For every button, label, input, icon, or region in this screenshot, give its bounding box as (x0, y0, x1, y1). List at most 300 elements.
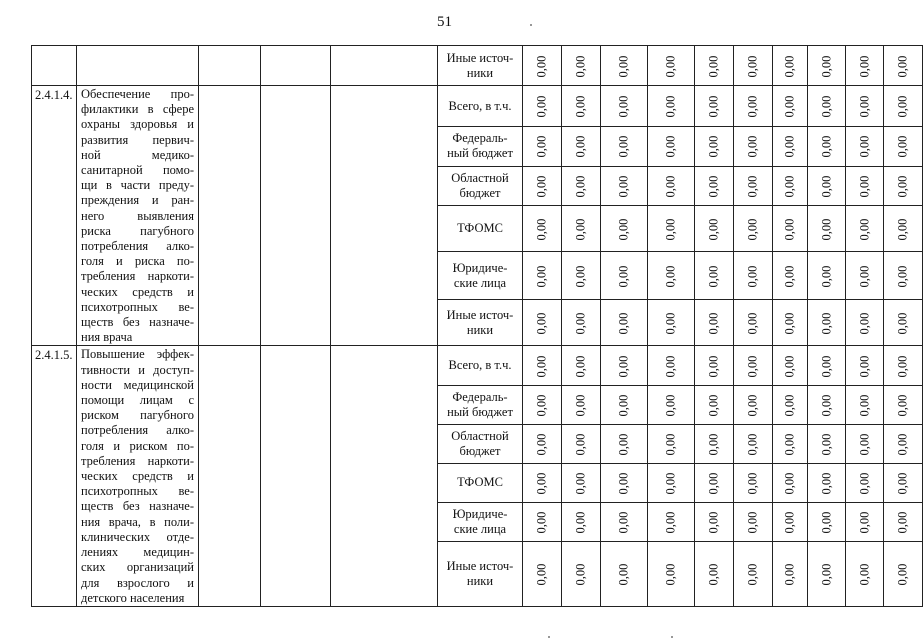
value-text: 0,00 (706, 265, 721, 288)
value-text: 0,00 (782, 355, 797, 377)
value-text: 0,00 (706, 312, 721, 335)
description-line: ских организаций (81, 560, 194, 575)
value-cell (562, 86, 601, 127)
value-text: 0,00 (895, 175, 910, 198)
value-text: 0,00 (857, 312, 871, 335)
value-text: 0,00 (616, 95, 631, 118)
value-cell (695, 424, 734, 463)
value-cell (773, 385, 808, 424)
value-text: 0,00 (819, 394, 833, 417)
value-text: 0,00 (745, 563, 760, 586)
value-cell (846, 463, 884, 502)
value-cell (884, 542, 923, 607)
value-text: 0,00 (534, 175, 549, 198)
value-text: 0,00 (819, 563, 833, 586)
value-text: 0,00 (534, 136, 549, 158)
value-text: 0,00 (534, 433, 549, 456)
funding-source (438, 424, 523, 463)
funding-source-label: Областной бюджет (451, 170, 509, 200)
value-cell (601, 463, 648, 502)
table-row (32, 46, 923, 86)
value-cell (884, 86, 923, 127)
value-text: 0,00 (857, 511, 871, 534)
empty-cell (331, 86, 438, 346)
value-cell (523, 299, 562, 346)
value-cell (695, 127, 734, 166)
funding-source (438, 385, 523, 424)
value-cell (523, 252, 562, 300)
value-cell (884, 166, 923, 205)
description-line: охраны здоровья и (81, 117, 194, 132)
value-cell (562, 127, 601, 166)
value-text: 0,00 (745, 95, 760, 118)
value-cell (846, 299, 884, 346)
value-text: 0,00 (663, 563, 678, 586)
value-text: 0,00 (534, 265, 549, 288)
value-text: 0,00 (616, 312, 631, 335)
value-cell (734, 252, 773, 300)
description-line: детского населения (81, 590, 185, 605)
value-text: 0,00 (663, 355, 678, 377)
value-text: 0,00 (573, 472, 588, 495)
description-line: санитарной помо- (81, 163, 194, 178)
value-text: 0,00 (663, 265, 678, 288)
value-cell (846, 86, 884, 127)
value-text: 0,00 (706, 394, 721, 417)
empty-cell (261, 46, 331, 86)
value-text: 0,00 (706, 55, 721, 77)
value-text: 0,00 (616, 511, 631, 534)
value-cell (846, 205, 884, 252)
value-cell (734, 542, 773, 607)
funding-source (438, 252, 523, 300)
value-text: 0,00 (857, 95, 871, 118)
value-cell (648, 252, 695, 300)
value-text: 0,00 (782, 218, 797, 241)
value-cell (523, 542, 562, 607)
value-text: 0,00 (573, 312, 588, 335)
value-cell (523, 46, 562, 86)
value-cell (648, 385, 695, 424)
value-cell (734, 463, 773, 502)
value-cell (773, 127, 808, 166)
value-cell (648, 86, 695, 127)
value-text: 0,00 (895, 563, 910, 586)
value-cell (846, 127, 884, 166)
value-cell (601, 46, 648, 86)
value-text: 0,00 (616, 433, 631, 456)
value-text: 0,00 (857, 355, 871, 377)
value-cell (601, 127, 648, 166)
value-text: 0,00 (895, 394, 910, 417)
value-cell (695, 252, 734, 300)
value-cell (648, 127, 695, 166)
value-text: 0,00 (745, 175, 760, 198)
value-cell (695, 542, 734, 607)
value-text: 0,00 (616, 218, 631, 241)
description-line: Повышение эффек- (81, 347, 194, 362)
empty-cell (199, 86, 261, 346)
value-cell (695, 166, 734, 205)
value-text: 0,00 (663, 136, 678, 158)
value-cell (808, 166, 846, 205)
scan-speck (548, 636, 550, 638)
description-line: риском пагубного (81, 408, 194, 423)
value-text: 0,00 (782, 265, 797, 288)
value-text: 0,00 (706, 472, 721, 495)
scan-speck (530, 24, 532, 26)
value-text: 0,00 (616, 394, 631, 417)
value-text: 0,00 (857, 433, 871, 456)
funding-source (438, 299, 523, 346)
value-cell (846, 166, 884, 205)
funding-source-label: Юридиче- ские лица (452, 506, 508, 536)
value-cell (773, 86, 808, 127)
section-code-text: 2.4.1.4. (35, 88, 73, 102)
value-cell (523, 385, 562, 424)
funding-source (438, 463, 523, 502)
value-text: 0,00 (706, 95, 721, 118)
value-text: 0,00 (663, 175, 678, 198)
value-cell (773, 299, 808, 346)
value-text: 0,00 (706, 175, 721, 198)
value-cell (562, 166, 601, 205)
value-cell (562, 424, 601, 463)
funding-source-label: ТФОМС (457, 475, 503, 490)
description-line: ния врача (81, 330, 133, 345)
value-text: 0,00 (534, 55, 549, 77)
value-text: 0,00 (616, 175, 631, 198)
value-text: 0,00 (895, 472, 910, 495)
empty-cell (331, 346, 438, 606)
value-text: 0,00 (857, 265, 871, 288)
value-text: 0,00 (706, 563, 721, 586)
description-line: клинических отде- (81, 529, 194, 544)
value-cell (846, 385, 884, 424)
empty-cell (199, 346, 261, 606)
description-line: преждения и ран- (81, 193, 194, 208)
value-cell (523, 205, 562, 252)
value-cell (523, 166, 562, 205)
value-text: 0,00 (663, 95, 678, 118)
value-cell (523, 463, 562, 502)
funding-source (438, 542, 523, 607)
value-cell (562, 385, 601, 424)
description-line: Обеспечение про- (81, 87, 194, 101)
value-cell (734, 86, 773, 127)
value-text: 0,00 (782, 55, 797, 77)
value-cell (695, 205, 734, 252)
value-text: 0,00 (663, 511, 678, 534)
value-cell (808, 127, 846, 166)
value-text: 0,00 (819, 355, 833, 377)
value-cell (808, 86, 846, 127)
value-cell (562, 205, 601, 252)
value-cell (562, 346, 601, 385)
value-cell (846, 46, 884, 86)
value-cell (648, 424, 695, 463)
value-cell (695, 46, 734, 86)
value-text: 0,00 (857, 218, 871, 241)
value-text: 0,00 (616, 136, 631, 158)
description-line: развития первич- (81, 132, 194, 147)
value-text: 0,00 (895, 95, 910, 118)
value-text: 0,00 (857, 394, 871, 417)
value-text: 0,00 (782, 175, 797, 198)
value-text: 0,00 (745, 355, 760, 377)
description-line: голя и риском по- (81, 438, 194, 453)
value-cell (695, 346, 734, 385)
description-line: щи в части преду- (81, 178, 194, 193)
value-text: 0,00 (663, 472, 678, 495)
funding-source (438, 127, 523, 166)
value-cell (734, 424, 773, 463)
value-cell (648, 205, 695, 252)
description-line: для взрослого и (81, 575, 194, 590)
funding-source-label: Юридиче- ские лица (452, 260, 508, 290)
value-text: 0,00 (745, 136, 760, 158)
page-number: 51 (437, 14, 452, 30)
description-line: требления наркоти- (81, 269, 194, 284)
description-line: риска пагубного (81, 223, 194, 238)
value-cell (734, 205, 773, 252)
value-text: 0,00 (616, 355, 631, 377)
value-cell (884, 127, 923, 166)
value-text: 0,00 (745, 218, 760, 241)
funding-source (438, 46, 523, 86)
funding-source (438, 502, 523, 541)
value-cell (884, 463, 923, 502)
funding-source-label: Федераль- ный бюджет (447, 131, 513, 161)
value-cell (734, 127, 773, 166)
value-text: 0,00 (819, 55, 833, 77)
value-text: 0,00 (573, 265, 588, 288)
value-cell (648, 299, 695, 346)
value-cell (773, 205, 808, 252)
value-cell (846, 252, 884, 300)
value-cell (695, 463, 734, 502)
value-text: 0,00 (616, 55, 631, 77)
value-text: 0,00 (663, 394, 678, 417)
section-description (77, 86, 199, 346)
value-cell (884, 252, 923, 300)
value-cell (562, 46, 601, 86)
value-cell (695, 385, 734, 424)
value-cell (773, 424, 808, 463)
value-cell (808, 542, 846, 607)
value-cell (648, 46, 695, 86)
description-line: него выявления (81, 208, 194, 223)
value-text: 0,00 (663, 312, 678, 335)
value-cell (773, 252, 808, 300)
value-text: 0,00 (782, 472, 797, 495)
value-text: 0,00 (663, 55, 678, 77)
value-cell (562, 252, 601, 300)
value-text: 0,00 (573, 175, 588, 198)
funding-source (438, 205, 523, 252)
value-cell (808, 299, 846, 346)
funding-source-label: Иные источ- ники (446, 50, 514, 80)
value-cell (601, 385, 648, 424)
value-cell (648, 346, 695, 385)
value-cell (734, 46, 773, 86)
section-code-text: 2.4.1.5. (35, 348, 73, 363)
value-cell (773, 46, 808, 86)
value-cell (523, 86, 562, 127)
description-line: помощи лицам с (81, 393, 194, 408)
value-text: 0,00 (895, 265, 910, 288)
description-line: потребления алко- (81, 239, 194, 254)
value-text: 0,00 (819, 95, 833, 118)
value-cell (523, 346, 562, 385)
value-text: 0,00 (745, 55, 760, 77)
value-cell (808, 205, 846, 252)
value-text: 0,00 (819, 511, 833, 534)
value-text: 0,00 (663, 218, 678, 241)
value-text: 0,00 (857, 563, 871, 586)
value-text: 0,00 (819, 312, 833, 335)
value-text: 0,00 (573, 433, 588, 456)
value-text: 0,00 (616, 563, 631, 586)
value-text: 0,00 (819, 265, 833, 288)
value-text: 0,00 (745, 312, 760, 335)
value-cell (562, 502, 601, 541)
value-cell (601, 252, 648, 300)
value-text: 0,00 (782, 511, 797, 534)
value-text: 0,00 (895, 55, 910, 77)
funding-source-label: ТФОМС (457, 221, 503, 236)
value-text: 0,00 (895, 136, 910, 158)
value-cell (734, 299, 773, 346)
value-cell (884, 424, 923, 463)
value-text: 0,00 (534, 472, 549, 495)
description-line: лениях медицин- (81, 545, 194, 560)
value-text: 0,00 (573, 511, 588, 534)
description-line: голя и риска по- (81, 254, 194, 269)
value-text: 0,00 (782, 433, 797, 456)
funding-source-label: Федераль- ный бюджет (447, 389, 513, 419)
value-text: 0,00 (534, 511, 549, 534)
value-text: 0,00 (819, 218, 833, 241)
value-text: 0,00 (895, 355, 910, 377)
value-cell (648, 502, 695, 541)
value-text: 0,00 (534, 218, 549, 241)
value-cell (884, 46, 923, 86)
value-cell (808, 424, 846, 463)
value-cell (846, 424, 884, 463)
value-text: 0,00 (616, 265, 631, 288)
description-line: потребления алко- (81, 423, 194, 438)
description-line: филактики в сфере (81, 102, 194, 117)
empty-cell (261, 346, 331, 606)
value-cell (808, 502, 846, 541)
value-cell (734, 385, 773, 424)
value-text: 0,00 (706, 136, 721, 158)
value-text: 0,00 (819, 175, 833, 198)
value-text: 0,00 (706, 433, 721, 456)
table-row (32, 86, 923, 127)
value-cell (884, 205, 923, 252)
funding-source-label: Иные источ- ники (446, 307, 514, 337)
budget-table (31, 45, 923, 607)
value-text: 0,00 (782, 312, 797, 335)
value-cell (884, 385, 923, 424)
value-cell (562, 299, 601, 346)
description-line: тивности и доступ- (81, 362, 194, 377)
value-text: 0,00 (534, 95, 549, 118)
value-cell (601, 424, 648, 463)
value-text: 0,00 (573, 55, 588, 77)
value-text: 0,00 (616, 472, 631, 495)
description-line: ческих средств и (81, 469, 194, 484)
value-cell (648, 542, 695, 607)
description-line: психотропных ве- (81, 299, 194, 314)
value-cell (884, 346, 923, 385)
funding-source (438, 166, 523, 205)
value-text: 0,00 (706, 218, 721, 241)
funding-source (438, 346, 523, 385)
value-cell (734, 166, 773, 205)
value-text: 0,00 (573, 95, 588, 118)
section-code (32, 346, 77, 606)
value-text: 0,00 (745, 511, 760, 534)
value-text: 0,00 (857, 136, 871, 158)
funding-source-label: Областной бюджет (451, 428, 509, 458)
value-cell (601, 346, 648, 385)
value-cell (562, 542, 601, 607)
value-text: 0,00 (573, 136, 588, 158)
value-text: 0,00 (782, 394, 797, 417)
value-cell (695, 502, 734, 541)
value-text: 0,00 (895, 511, 910, 534)
value-cell (884, 299, 923, 346)
value-text: 0,00 (573, 394, 588, 417)
description-line: требления наркоти- (81, 453, 194, 468)
value-cell (601, 86, 648, 127)
description-line: ния врача, в поли- (81, 514, 194, 529)
description-line: психотропных ве- (81, 484, 194, 499)
value-text: 0,00 (573, 355, 588, 377)
value-cell (695, 299, 734, 346)
value-text: 0,00 (857, 55, 871, 77)
empty-cell (261, 86, 331, 346)
value-text: 0,00 (857, 175, 871, 198)
value-cell (734, 346, 773, 385)
value-text: 0,00 (534, 394, 549, 417)
value-text: 0,00 (745, 472, 760, 495)
value-cell (884, 502, 923, 541)
value-text: 0,00 (745, 394, 760, 417)
value-text: 0,00 (706, 355, 721, 377)
value-text: 0,00 (573, 563, 588, 586)
value-cell (601, 299, 648, 346)
value-cell (773, 542, 808, 607)
value-text: 0,00 (663, 433, 678, 456)
value-cell (648, 463, 695, 502)
funding-source (438, 86, 523, 127)
value-cell (523, 424, 562, 463)
funding-source-label: Иные источ- ники (446, 558, 514, 588)
value-text: 0,00 (857, 472, 871, 495)
value-cell (808, 346, 846, 385)
empty-cell (199, 46, 261, 86)
description-line: ческих средств и (81, 284, 194, 299)
value-cell (773, 502, 808, 541)
value-cell (562, 463, 601, 502)
value-cell (846, 502, 884, 541)
value-text: 0,00 (706, 511, 721, 534)
value-cell (773, 166, 808, 205)
